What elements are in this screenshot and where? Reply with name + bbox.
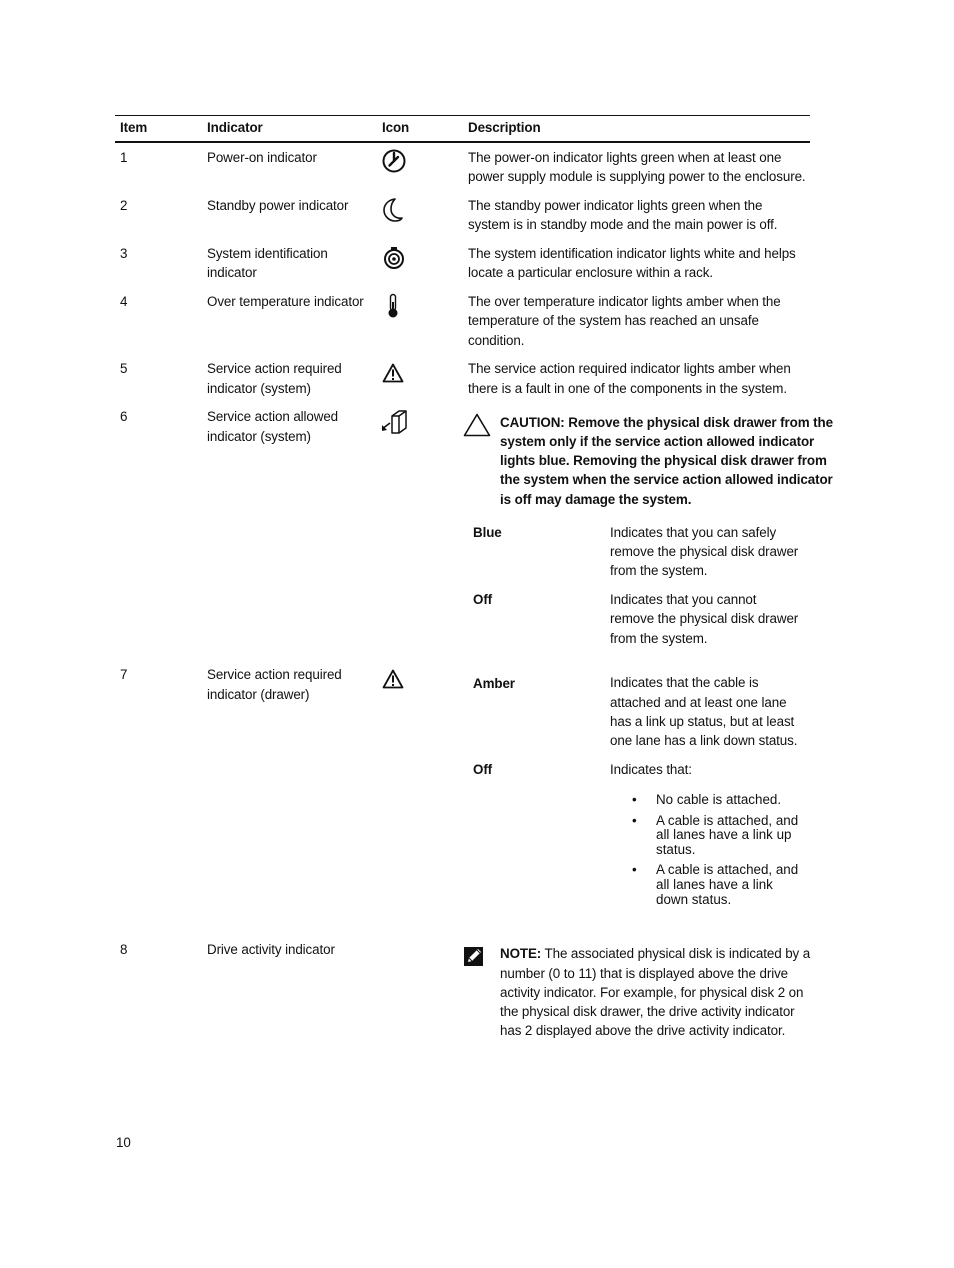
row-6-caution-line-3: lights blue. Removing the physical disk drawer from bbox=[500, 453, 827, 468]
header-description: Description bbox=[468, 120, 541, 135]
drawer-removal-icon bbox=[380, 409, 408, 435]
page-number: 10 bbox=[116, 1135, 131, 1150]
row-6-caution-line-1: CAUTION: Remove the physical disk drawer from the bbox=[500, 415, 833, 430]
identification-icon bbox=[383, 246, 405, 270]
header-icon: Icon bbox=[382, 120, 410, 135]
row-6-state-off-line-2: remove the physical disk drawer bbox=[610, 611, 799, 626]
row-1-indicator: Power-on indicator bbox=[207, 150, 317, 165]
bullet-text: A cable is attached, and all lanes have a link up status. bbox=[656, 812, 799, 857]
caution-icon bbox=[463, 413, 491, 437]
list-item bbox=[632, 793, 806, 808]
header-item: Item bbox=[120, 120, 148, 135]
row-8-indicator: Drive activity indicator bbox=[207, 942, 335, 957]
row-3-item: 3 bbox=[120, 246, 128, 261]
row-8-item: 8 bbox=[120, 942, 128, 957]
row-7-state-amber: Amber bbox=[473, 676, 515, 691]
row-3-indicator-line-2: indicator bbox=[207, 265, 257, 280]
row-7-state-amber-line-2: attached and at least one lane bbox=[610, 695, 787, 710]
row-8-note-line-5: has 2 displayed above the drive activity indicator. bbox=[500, 1023, 786, 1038]
row-3-indicator-line-1: System identification bbox=[207, 246, 328, 261]
warning-triangle-icon bbox=[382, 669, 404, 689]
row-6-state-blue: Blue bbox=[473, 525, 502, 540]
bullet-marker: • bbox=[632, 812, 637, 828]
note-label: NOTE: bbox=[500, 946, 542, 961]
row-2-description-line-1: The standby power indicator lights green when the bbox=[468, 198, 763, 213]
row-6-caution-line-2: system only if the service action allowed indicator bbox=[500, 434, 815, 449]
row-7-state-off: Off bbox=[473, 762, 493, 777]
bullet-marker: • bbox=[632, 862, 637, 878]
row-8-note-line-4: the physical disk drawer, the drive activity indicator bbox=[500, 1004, 795, 1019]
row-2-description-line-2: system is in standby mode and the main power is off. bbox=[468, 217, 778, 232]
row-4-description-line-2: temperature of the system has reached an unsafe bbox=[468, 313, 759, 328]
table-top-rule bbox=[115, 115, 810, 116]
row-6-state-off-line-1: Indicates that you cannot bbox=[610, 592, 757, 607]
bullet-text: No cable is attached. bbox=[656, 792, 782, 807]
row-7-state-amber-line-4: one lane has a link down status. bbox=[610, 733, 798, 748]
row-5-description-line-1: The service action required indicator lights amber when bbox=[468, 361, 791, 376]
moon-icon bbox=[381, 197, 405, 223]
row-6-caution-line-5: is off may damage the system. bbox=[500, 492, 692, 507]
row-1-description-line-2: power supply module is supplying power to the enclosure. bbox=[468, 169, 806, 184]
row-3-description-line-1: The system identification indicator lights white and helps bbox=[468, 246, 796, 261]
row-7-indicator-line-1: Service action required bbox=[207, 667, 342, 682]
row-8-note-line-1 bbox=[500, 944, 810, 963]
power-icon bbox=[381, 148, 407, 174]
row-7-off-bullet-list bbox=[632, 793, 806, 913]
table-header-rule bbox=[115, 141, 810, 143]
row-8-note-line-3: activity indicator. For example, for physical disk 2 on bbox=[500, 985, 804, 1000]
list-item bbox=[632, 814, 806, 858]
row-2-item: 2 bbox=[120, 198, 128, 213]
row-1-description-line-1: The power-on indicator lights green when at least one bbox=[468, 150, 782, 165]
row-6-state-blue-line-1: Indicates that you can safely bbox=[610, 525, 777, 540]
row-6-state-blue-line-3: from the system. bbox=[610, 563, 708, 578]
row-4-description-line-3: condition. bbox=[468, 333, 525, 348]
row-5-description-line-2: there is a fault in one of the components in the system. bbox=[468, 381, 787, 396]
row-6-indicator-line-1: Service action allowed bbox=[207, 409, 339, 424]
row-6-state-off: Off bbox=[473, 592, 493, 607]
row-6-caution-line-4: the system when the service action allowed indicator bbox=[500, 472, 833, 487]
row-2-indicator: Standby power indicator bbox=[207, 198, 349, 213]
row-5-indicator-line-2: indicator (system) bbox=[207, 381, 311, 396]
header-indicator: Indicator bbox=[207, 120, 263, 135]
list-item bbox=[632, 863, 806, 907]
row-7-state-amber-line-1: Indicates that the cable is bbox=[610, 675, 759, 690]
row-5-indicator-line-1: Service action required bbox=[207, 361, 342, 376]
row-8-note-line-2: number (0 to 11) that is displayed above the drive bbox=[500, 966, 789, 981]
row-3-description-line-2: locate a particular enclosure within a rack. bbox=[468, 265, 713, 280]
bullet-marker: • bbox=[632, 792, 637, 807]
note-text: The associated physical disk is indicated by a bbox=[541, 946, 811, 961]
row-4-indicator: Over temperature indicator bbox=[207, 294, 364, 309]
note-pencil-icon bbox=[463, 945, 485, 967]
bullet-text: A cable is attached, and all lanes have a link down status. bbox=[656, 862, 799, 907]
row-4-description-line-1: The over temperature indicator lights amber when the bbox=[468, 294, 781, 309]
row-6-state-blue-line-2: remove the physical disk drawer bbox=[610, 544, 799, 559]
row-6-state-off-line-3: from the system. bbox=[610, 631, 708, 646]
row-7-item: 7 bbox=[120, 667, 128, 682]
row-6-indicator-line-2: indicator (system) bbox=[207, 429, 311, 444]
row-1-item: 1 bbox=[120, 150, 128, 165]
row-7-indicator-line-2: indicator (drawer) bbox=[207, 687, 310, 702]
row-7-state-off-line-1: Indicates that: bbox=[610, 762, 692, 777]
row-4-item: 4 bbox=[120, 294, 128, 309]
warning-triangle-icon bbox=[382, 363, 404, 383]
thermometer-icon bbox=[386, 293, 400, 319]
row-6-item: 6 bbox=[120, 409, 128, 424]
row-7-state-amber-line-3: has a link up status, but at least bbox=[610, 714, 795, 729]
row-5-item: 5 bbox=[120, 361, 128, 376]
